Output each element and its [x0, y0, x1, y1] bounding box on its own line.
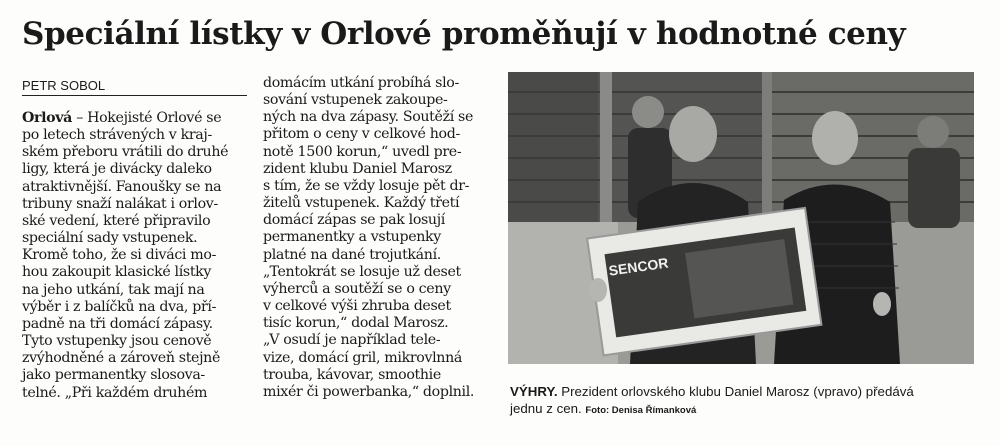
text-line: ných na dva zápasy. Soutěží se [263, 109, 474, 126]
text-line: domácí zápas se pak losují [263, 212, 445, 229]
text-line: atraktivnější. Fanoušky se na [22, 178, 222, 195]
text-line: s tím, že se vždy losuje pět dr- [263, 177, 470, 194]
text-line: žitelů vstupenek. Každý třetí [263, 195, 460, 212]
text-line: po letech strávených v kraj- [22, 127, 212, 144]
text-line: Tyto vstupenky jsou cenově [22, 333, 212, 350]
caption-lead: VÝHRY. [510, 384, 558, 399]
text-line: permanentky a vstupenky [263, 229, 441, 246]
text-line: jako permanentky slosova- [22, 367, 205, 384]
text-line: vize, domácí gril, mikrovlnná [263, 349, 462, 366]
dateline: Orlová [22, 110, 73, 126]
news-photo [508, 72, 974, 364]
text-line: ské vedení, které připravilo [22, 212, 211, 229]
text-line: přitom o ceny v celkové hod- [263, 126, 460, 143]
author-byline: PETR SOBOL [22, 78, 247, 96]
headline: Speciální lístky v Orlové proměňují v hodnotné ceny [22, 16, 906, 52]
text-line: domácím utkání probíhá slo- [263, 75, 459, 91]
text-line: „V osudí je například tele- [263, 332, 441, 349]
text-line: speciální sady vstupenek. [22, 230, 198, 247]
text-line: výběr i z balíčků na dva, pří- [22, 298, 217, 315]
text-line: ském přeboru vrátili do druhé [22, 144, 229, 161]
text-line: platné na dané trojutkání. [263, 246, 441, 263]
tv-brand-label: SENCOR [607, 254, 670, 279]
caption-text: Prezident orlovského klubu Daniel Marosz (vpravo) předává [557, 384, 914, 399]
text-line: výherců a soutěží se o ceny [263, 280, 451, 297]
text-line: trouba, kávovar, smoothie [263, 366, 441, 383]
text-line: ligy, která je divácky daleko [22, 161, 212, 178]
text-line: „Tentokrát se losuje už deset [263, 263, 461, 280]
text-line: tribuny snaží nalákat i orlov- [22, 195, 218, 212]
photo-credit: Foto: Denisa Římanková [585, 405, 697, 416]
text-line: sování vstupenek zakoupe- [263, 92, 448, 109]
article-column-2 [263, 75, 500, 401]
text-line: na jeho utkání, tak mají na [22, 281, 205, 298]
text-line: mixér či powerbanka,“ doplnil. [263, 383, 475, 400]
text-line: Kromě toho, že si diváci mo- [22, 247, 217, 264]
article-column-1 [22, 110, 254, 402]
text-line: padně na tři domácí zápasy. [22, 315, 213, 332]
text-line: notě 1500 korun,“ uvedl pre- [263, 143, 462, 160]
text-line: tisíc korun,“ dodal Marosz. [263, 315, 449, 332]
photo-illustration [508, 72, 974, 364]
text-line: v celkové výši zhruba deset [263, 298, 451, 315]
first-line-text: – Hokejisté Orlové se [72, 110, 222, 126]
photo-caption [510, 383, 980, 419]
first-line [22, 110, 254, 127]
text-line: zvýhodněné a zároveň stejně [22, 350, 220, 367]
text-line: hou zakoupit klasické lístky [22, 264, 212, 281]
text-line: zident klubu Daniel Marosz [263, 160, 452, 177]
caption-text-2: jednu z cen. [510, 401, 582, 416]
text-line: telné. „Při každém druhém [22, 384, 208, 401]
